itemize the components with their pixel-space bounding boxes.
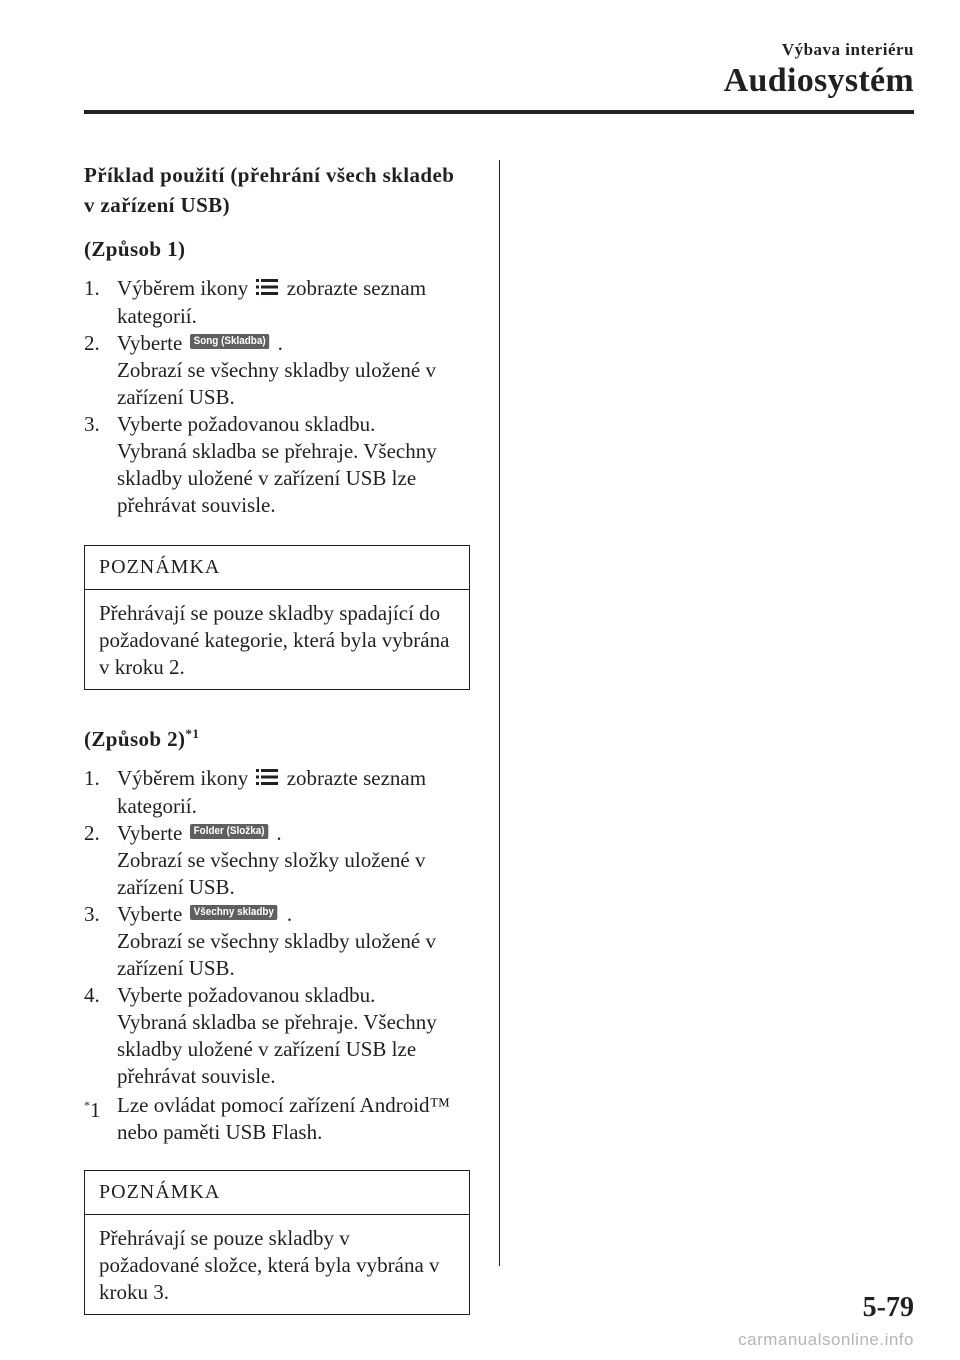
note-heading: POZNÁMKA [85, 546, 469, 590]
note-text: Přehrávají se pouze skladby spadající do požadované kategorie, která byla vybrána v kroku 2. [99, 601, 450, 679]
method-1-step-1 [84, 275, 470, 330]
footnote [84, 1092, 470, 1146]
step-text: Výběrem ikony [117, 276, 249, 300]
step-number: 4. [84, 983, 100, 1007]
step-number: 3. [84, 902, 100, 926]
step-detail: Zobrazí se všechny skladby uložené v zařízení USB. [117, 358, 436, 409]
footnote-number: 1 [90, 1098, 101, 1122]
method-1-step-3 [84, 411, 470, 519]
step-text: Vyberte [117, 821, 183, 845]
footnote-text: Lze ovládat pomocí zařízení Android™ nebo paměti USB Flash. [117, 1093, 451, 1144]
list-icon [256, 276, 278, 303]
chapter-title: Audiosystém [723, 62, 914, 99]
all-songs-button: Všechny skladby [190, 905, 278, 920]
step-detail: Zobrazí se všechny složky uložené v zařízení USB. [117, 848, 426, 899]
step-text-after: zobrazte seznam kategorií. [117, 276, 427, 328]
header-rule [84, 110, 914, 114]
step-number: 1. [84, 276, 100, 300]
step-number: 2. [84, 821, 100, 845]
folder-button: Folder (Složka) [190, 824, 268, 839]
song-button: Song (Skladba) [190, 334, 269, 349]
step-text: Vyberte [117, 902, 183, 926]
method-2-title: (Způsob 2)$^{*1}$ [84, 726, 200, 751]
note-box-1 [84, 545, 470, 690]
left-column [84, 160, 470, 1315]
page-number: 5-79 [862, 1292, 914, 1323]
note-heading: POZNÁMKA [85, 1171, 469, 1215]
method-2-step-4 [84, 982, 470, 1090]
step-text-after: zobrazte seznam kategorií. [117, 766, 427, 818]
column-divider [499, 160, 500, 1266]
section-title: Příklad použití (přehrání všech skladeb v zařízení USB) [84, 163, 455, 217]
step-number: 1. [84, 766, 100, 790]
method-1-title: (Způsob 1) [84, 237, 186, 261]
step-detail: Zobrazí se všechny skladby uložené v zařízení USB. [117, 929, 436, 980]
step-text: Vyberte požadovanou skladbu. [117, 412, 376, 436]
method-2-step-2: 2. Vyberte Folder (Složka) . Zobrazí se všechny složky uložené v zařízení USB. [84, 820, 470, 901]
watermark: carmanualsonline.info [738, 1330, 914, 1349]
note-box-2 [84, 1170, 470, 1315]
chapter-subtitle: Výbava interiéru [781, 40, 914, 59]
method-2-step-3: 3. Vyberte Všechny skladby . Zobrazí se všechny skladby uložené v zařízení USB. [84, 901, 470, 982]
step-number: 2. [84, 331, 100, 355]
note-text: Přehrávají se pouze skladby v požadované složce, která byla vybrána v kroku 3. [99, 1226, 440, 1304]
step-detail: Vybraná skladba se přehraje. Všechny skladby uložené v zařízení USB lze přehrávat souvisle. [117, 1010, 437, 1088]
step-text: Výběrem ikony [117, 766, 249, 790]
method-1-step-2: 2. Vyberte Song (Skladba) . Zobrazí se všechny skladby uložené v zařízení USB. [84, 330, 470, 411]
step-detail: Vybraná skladba se přehraje. Všechny skladby uložené v zařízení USB lze přehrávat souvisle. [117, 439, 437, 517]
method-2-step-1 [84, 765, 470, 820]
footnote-ref: *1 [185, 726, 200, 741]
step-text: Vyberte [117, 331, 183, 355]
footnote-mark: * [84, 1098, 90, 1112]
step-text: Vyberte požadovanou skladbu. [117, 983, 376, 1007]
list-icon [256, 766, 278, 793]
step-number: 3. [84, 412, 100, 436]
